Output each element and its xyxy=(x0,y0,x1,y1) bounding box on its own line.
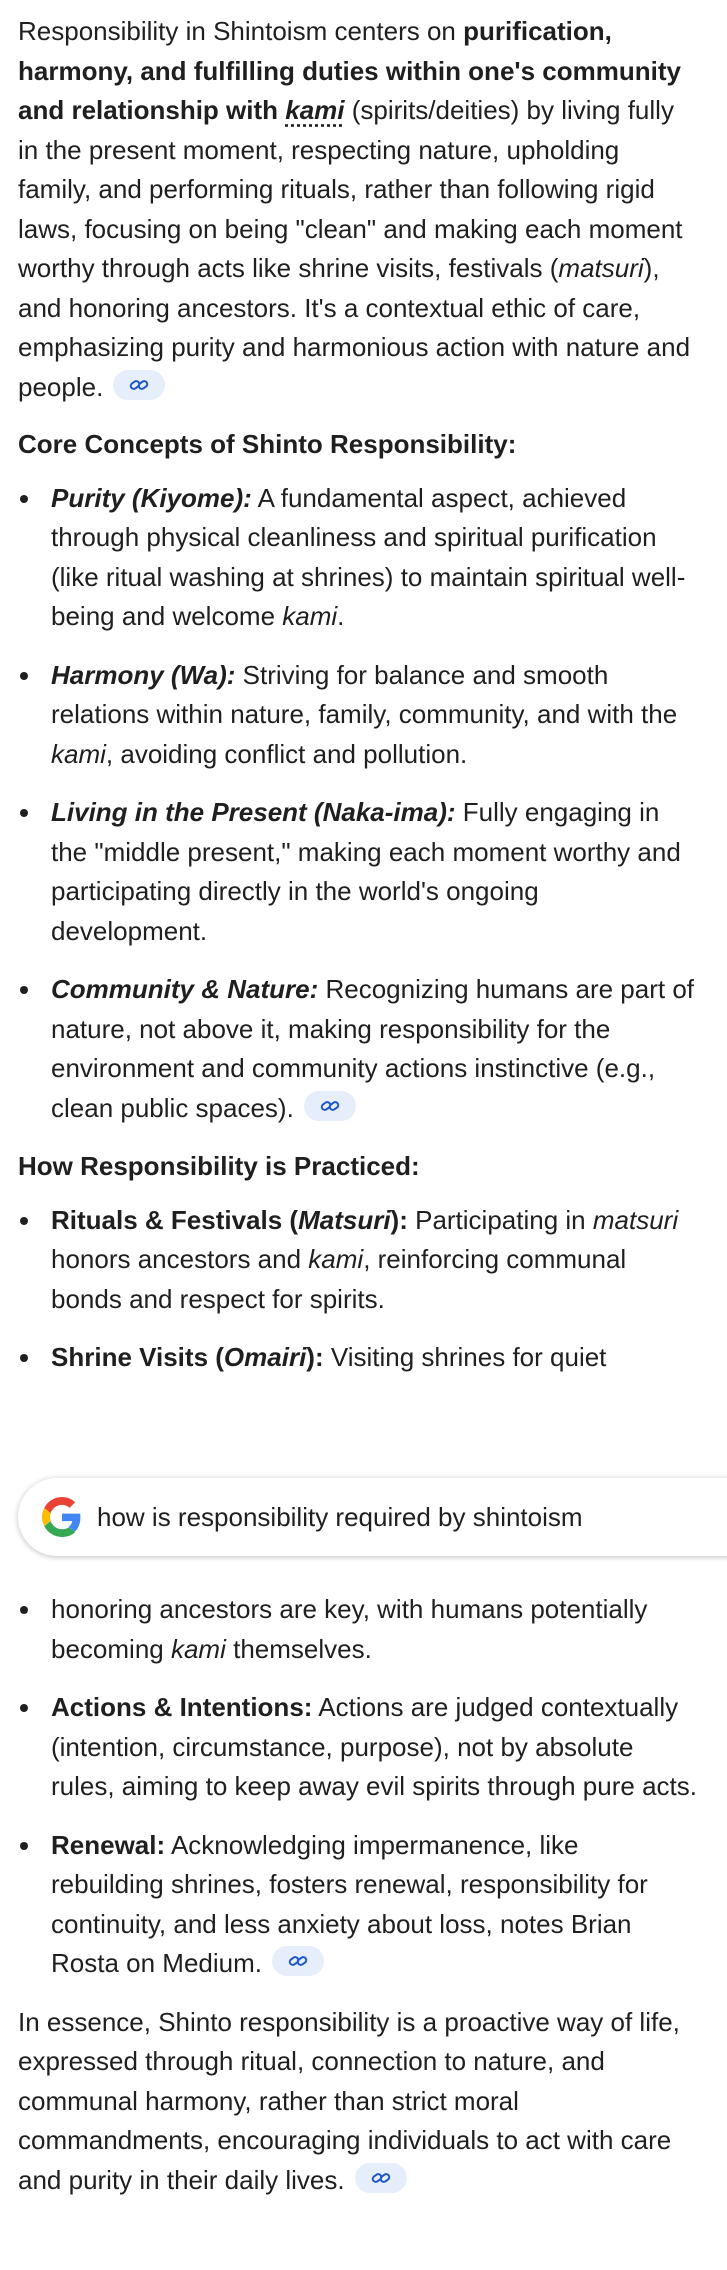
list-item: Purity (Kiyome): A fundamental aspect, achieved through physical cleanliness and spiritual purification (like ritual washing at shrines) to maintain spiritual well-being and welcome kami. xyxy=(18,479,698,637)
intro-text-3: ), and honoring ancestors. It's a contextual ethic of care, emphasizing purity and harmonious action with nature and people. xyxy=(18,253,691,402)
intro-bold: purification, harmony, and fulfilling duties within one's community and relationship with xyxy=(18,16,681,125)
core-concepts-list xyxy=(18,479,698,1129)
intro-paragraph xyxy=(18,12,698,407)
intro-text: Responsibility in Shintoism centers on xyxy=(18,16,464,46)
list-item: Harmony (Wa): Striving for balance and smooth relations within nature, family, community, and with the kami, avoiding conflict and pollution. xyxy=(18,656,698,775)
practiced-heading: How Responsibility is Practiced: xyxy=(18,1151,420,1181)
practice-list xyxy=(18,1201,698,1320)
link-icon xyxy=(129,376,149,394)
list-item: Renewal: Acknowledging impermanence, like rebuilding shrines, fosters renewal, responsibility for continuity, and less anxiety about loss, notes Brian Rosta on Medium. xyxy=(18,1826,698,1984)
practice-list-continued xyxy=(18,1590,698,1984)
list-item: Living in the Present (Naka-ima): Fully engaging in the "middle present," making each moment worthy and participating directly in the world's ongoing development. xyxy=(18,793,698,951)
search-overlay xyxy=(0,1466,727,1591)
matsuri-term: matsuri xyxy=(558,253,644,283)
link-icon xyxy=(371,2169,391,2187)
source-link-chip[interactable] xyxy=(113,370,165,400)
answer-content-continued xyxy=(18,1591,698,2200)
kami-term-link[interactable]: kami xyxy=(285,95,345,125)
source-link-chip[interactable] xyxy=(355,2163,407,2193)
intro-text-2: (spirits/deities) by living fully in the present moment, respecting nature, upholding family, and performing rituals, rather than following rigid laws, focusing on being "clean" and making each moment worthy through acts like shrine visits, festivals ( xyxy=(18,95,683,283)
source-link-chip[interactable] xyxy=(272,1946,324,1976)
practice-list-clipped xyxy=(18,1338,698,1377)
core-concepts-heading: Core Concepts of Shinto Responsibility: xyxy=(18,429,517,459)
list-item: Community & Nature: Recognizing humans are part of nature, not above it, making responsibility for the environment and community actions instinctive (e.g., clean public spaces). xyxy=(18,970,698,1128)
search-query-text: how is responsibility required by shintoism xyxy=(97,1502,583,1532)
conclusion-paragraph: In essence, Shinto responsibility is a proactive way of life, expressed through ritual, connection to nature, and communal harmony, rather than strict moral commandments, encouraging individuals to act with care and purity in their daily lives. xyxy=(18,2006,680,2195)
list-item: Shrine Visits (Omairi): Visiting shrines for quiet xyxy=(18,1338,698,1377)
link-icon xyxy=(320,1097,340,1115)
list-item: Actions & Intentions: Actions are judged contextually (intention, circumstance, purpose), not by absolute rules, aiming to keep away evil spirits through pure acts. xyxy=(18,1688,698,1807)
search-bar[interactable] xyxy=(18,1478,727,1556)
list-item-continued: honoring ancestors are key, with humans potentially becoming kami themselves. xyxy=(18,1590,698,1669)
answer-content xyxy=(18,0,698,1377)
google-g-icon xyxy=(42,1497,82,1537)
list-item: Rituals & Festivals (Matsuri): Participating in matsuri honors ancestors and kami, reinforcing communal bonds and respect for spirits. xyxy=(18,1201,698,1320)
source-link-chip[interactable] xyxy=(304,1091,356,1121)
link-icon xyxy=(288,1952,308,1970)
